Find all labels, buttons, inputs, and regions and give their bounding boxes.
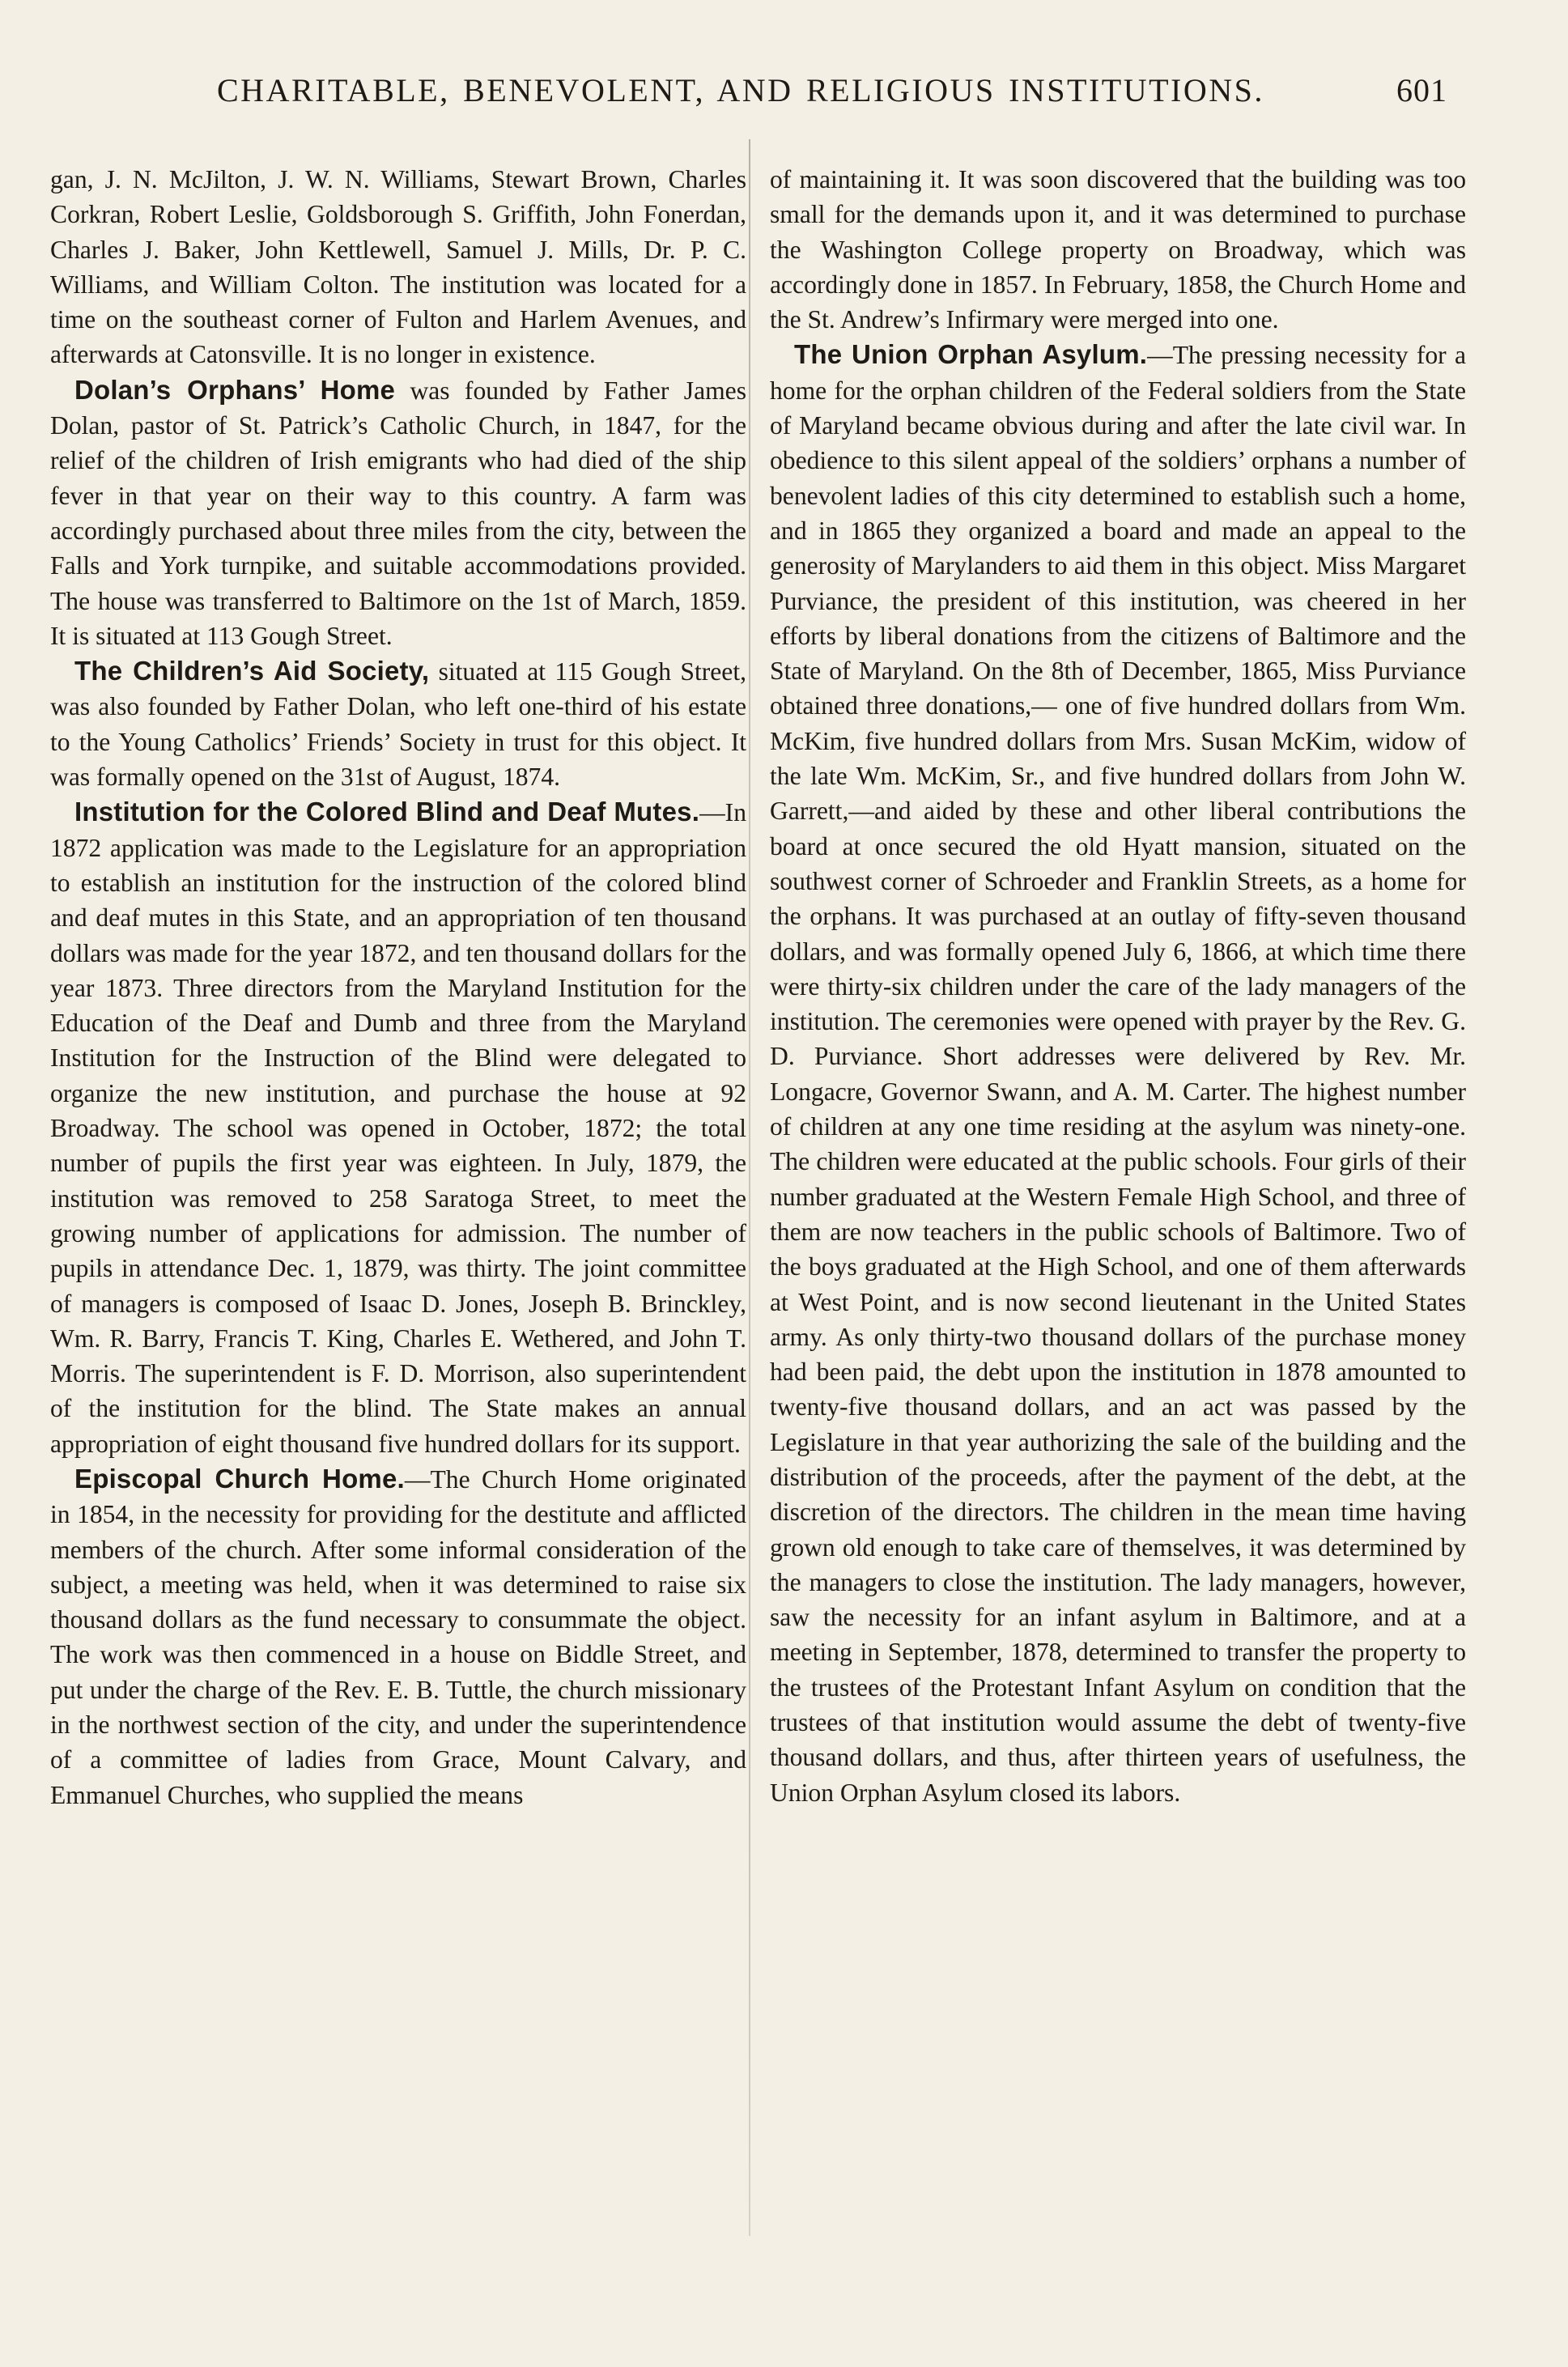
entry-colored-blind-deaf-mutes bbox=[50, 794, 746, 1461]
entry-text: was founded by Father James Dolan, pastor of St. Patrick’s Catholic Church, in 1847, for the relief of the children of Irish emigrants who had died of the ship fever in that year on their way to this country. A farm was accordingly purchased about three miles from the city, between the Falls and York turnpike, and suitable accommodations provided. The house was transferred to Baltimore on the 1st of March, 1859. It is situated at 113 Gough Street. bbox=[50, 376, 746, 650]
entry-heading: Episcopal Church Home. bbox=[74, 1463, 405, 1494]
entry-heading: The Union Orphan Asylum. bbox=[794, 339, 1148, 370]
paragraph-continuation bbox=[770, 162, 1466, 337]
entry-dolans-orphans-home bbox=[50, 372, 746, 653]
paragraph-text: gan, J. N. McJilton, J. W. N. Williams, Stewart Brown, Charles Corkran, Robert Leslie, Goldsborough S. Griffith, John Fonerdan, Charles J. Baker, John Kettlewell, Samuel J. Mills, Dr. P. C. Williams, and William Colton. The institution was located for a time on the southeast corner of Fulton and Harlem Avenues, and afterwards at Catonsville. It is no longer in existence. bbox=[50, 165, 746, 369]
entry-heading: The Children’s Aid Society, bbox=[74, 656, 430, 686]
entry-text: —The pressing necessity for a home for the orphan children of the Federal soldiers from the State of Maryland became obvious during and after the late civil war. In obedience to this silent appeal of the soldiers’ orphans a number of benevolent ladies of this city determined to establish such a home, and in 1865 they organized a board and made an appeal to the generosity of Marylanders to aid them in this object. Miss Margaret Purviance, the president of this institution, was cheered in her efforts by liberal donations from the citizens of Baltimore and the State of Maryland. On the 8th of December, 1865, Miss Purviance obtained three donations,— one of five hundred dollars from Wm. McKim, five hundred dollars from Mrs. Susan McKim, widow of the late Wm. McKim, Sr., and five hundred dollars from John W. Garrett,—and aided by these and other liberal contributions the board at once secured the old Hyatt mansion, situated on the southwest corner of Schroeder and Franklin Streets, as a home for the orphans. It was purchased at an outlay of fifty-seven thousand dollars, and was formally opened July 6, 1866, at which time there were thirty-six children under the care of the lady managers of the institution. The ceremonies were opened with prayer by the Rev. G. D. Purviance. Short addresses were delivered by Rev. Mr. Longacre, Governor Swann, and A. M. Carter. The highest number of children at any one time residing at the asylum was ninety-one. The children were educated at the public schools. Four girls of their number graduated at the Western Female High School, and three of them are now teachers in the public schools of Baltimore. Two of the boys graduated at the High School, and one of them afterwards at West Point, and is now second lieutenant in the United States army. As only thirty-two thousand dollars of the purchase money had been paid, the debt upon the institution in 1878 amounted to twenty-five thousand dollars, and an act was passed by the Legislature in that year authorizing the sale of the building and the distribution of the proceeds, after the payment of the debt, at the discretion of the directors. The children in the mean time having grown old enough to take care of themselves, it was determined by the managers to close the institution. The lady managers, however, saw the necessity for an infant asylum in Baltimore, and at a meeting in September, 1878, determined to transfer the property to the trustees of the Protestant Infant Asylum on condition that the trustees of that institution would assume the debt of twenty-five thousand dollars, and thus, after thirteen years of usefulness, the Union Orphan Asylum closed its labors. bbox=[770, 341, 1467, 1807]
entry-episcopal-church-home bbox=[50, 1461, 746, 1812]
entry-childrens-aid-society bbox=[50, 653, 746, 794]
entry-heading: Dolan’s Orphans’ Home bbox=[74, 374, 396, 405]
paragraph-text: of maintaining it. It was soon discovered that the building was too small for the demands upon it, and it was determined to purchase the Washington College property on Broadway, which was accordingly done in 1857. In February, 1858, the Church Home and the St. Andrew’s Infirmary were merged into one. bbox=[770, 165, 1466, 334]
left-column bbox=[50, 162, 746, 1812]
page-number: 601 bbox=[1396, 72, 1447, 108]
entry-text: —The Church Home originated in 1854, in the necessity for providing for the destitute and afflicted members of the church. After some informal consideration of the subject, a meeting was held, when it was determined to raise six thousand dollars as the fund necessary to consummate the object. The work was then commenced in a house on Biddle Street, and put under the charge of the Rev. E. B. Tuttle, the church missionary in the northwest section of the city, and under the superintendence of a committee of ladies from Grace, Mount Calvary, and Emmanuel Churches, who supplied the means bbox=[50, 1464, 746, 1809]
entry-text: —In 1872 application was made to the Legislature for an appropriation to establish an institution for the instruction of the colored blind and deaf mutes in this State, and an appropriation of ten thousand dollars was made for the year 1872, and ten thousand dollars for the year 1873. Three directors from the Maryland Institution for the Education of the Deaf and Dumb and three from the Maryland Institution for the Instruction of the Blind were delegated to organize the new institution, and purchase the house at 92 Broadway. The school was opened in October, 1872; the total number of pupils the first year was eighteen. In July, 1879, the institution was removed to 258 Saratoga Street, to meet the growing number of applications for admission. The number of pupils in attendance Dec. 1, 1879, was thirty. The joint committee of managers is composed of Isaac D. Jones, Joseph B. Brinckley, Wm. R. Barry, Francis T. King, Charles E. Wethered, and John T. Morris. The superintendent is F. D. Morrison, also superintendent of the institution for the blind. The State makes an annual appropriation of eight thousand five hundred dollars for its support. bbox=[50, 798, 746, 1458]
running-head: CHARITABLE, BENEVOLENT, AND RELIGIOUS INSTITUTIONS. bbox=[217, 72, 1264, 108]
right-column bbox=[770, 162, 1466, 1810]
entry-text: situated at 115 Gough Street, was also founded by Father Dolan, who left one-third of his estate to the Young Catholics’ Friends’ Society in trust for this object. It was formally opened on the 31st of August, 1874. bbox=[50, 657, 746, 792]
column-divider bbox=[749, 139, 750, 2236]
entry-heading: Institution for the Colored Blind and Deaf Mutes. bbox=[74, 797, 700, 827]
paragraph-continuation bbox=[50, 162, 746, 372]
entry-union-orphan-asylum bbox=[770, 337, 1466, 1809]
page-header bbox=[217, 71, 1447, 120]
